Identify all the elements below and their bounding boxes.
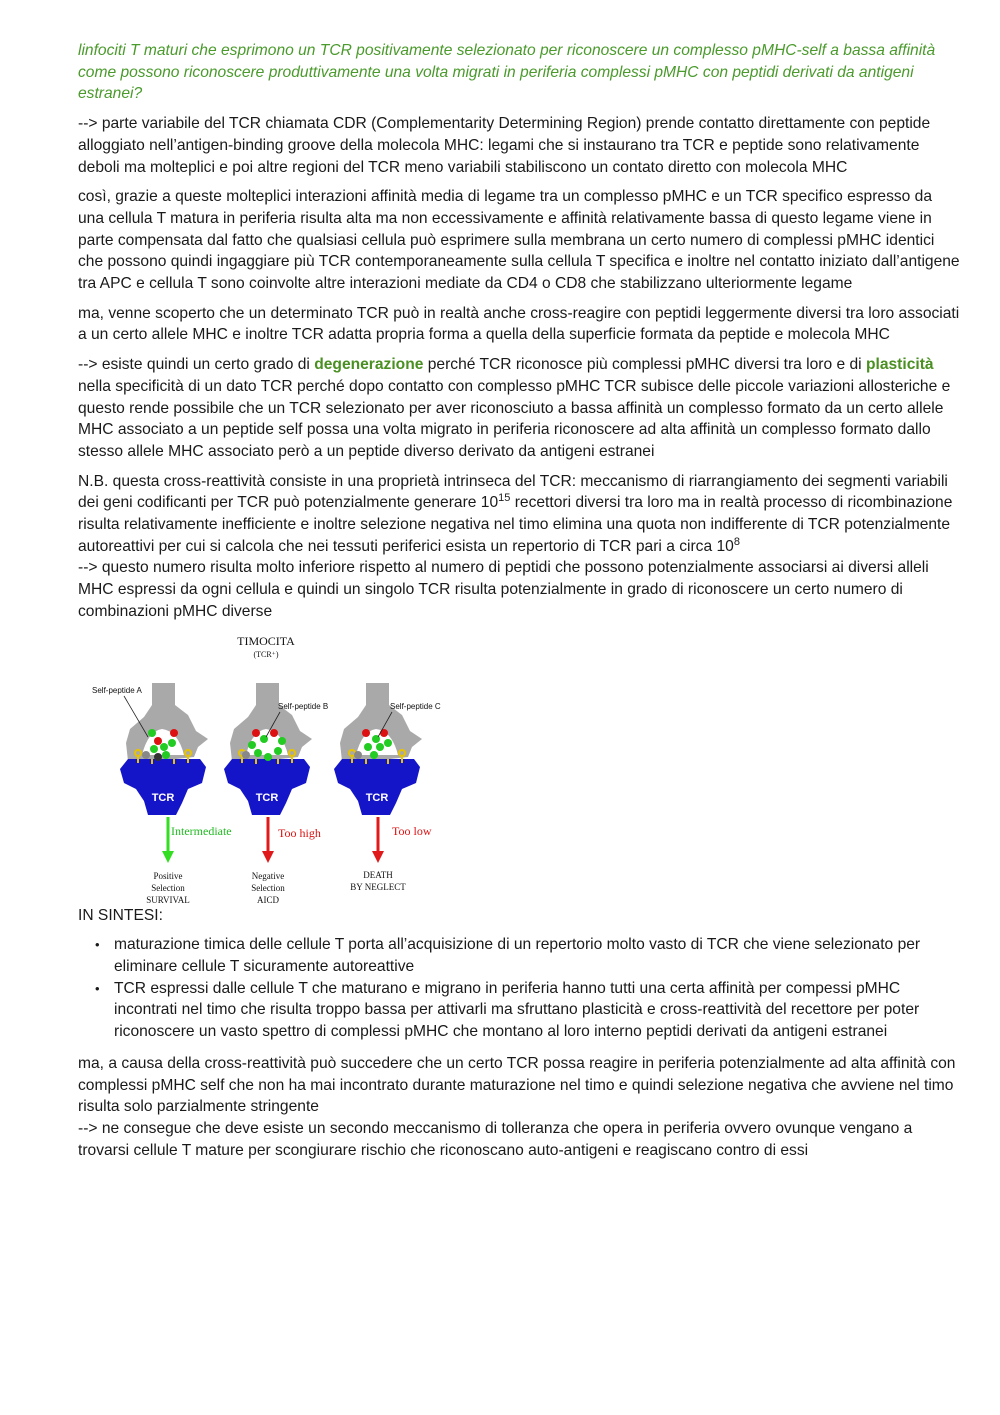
summary-heading: IN SINTESI: — [78, 906, 163, 924]
text-segment: N.B. questa cross-reattività consiste in una proprietà intrinseca del TCR: meccanismo di riarrangiamento dei segmenti variabili dei geni codificanti per TCR può potenzialmente generare 10 — [78, 472, 948, 512]
outcome-line: AICD — [257, 894, 279, 905]
list-item: • TCR espressi dalle cellule T che maturano e migrano in periferia hanno tutti una certa affinità per compessi pMHC incontrati nel timo che risulta troppo bassa per attivarli ma sfruttano plasticità e cross-reattività del recettore per poter riconoscere un vasto spettro di complessi pMHC che montano al loro interno peptidi derivati da antigeni estranei — [95, 979, 920, 1041]
paragraph-peripheral-risk: ma, a causa della cross-reattività può succedere che un certo TCR possa reagire in periferia potenzialmente ad alta affinità con complessi pMHC self che non ha mai incontrato durante maturazione nel timo e quindi selezione negativa che avviene nel timo risulta solo parzialmente stringente — [78, 1054, 956, 1116]
arrow-too-low — [372, 817, 384, 863]
outcome-positive-selection — [146, 871, 190, 905]
summary-list — [78, 934, 962, 1043]
figure-subtitle: (TCR⁺) — [253, 649, 279, 659]
highlight-degenerazione: degenerazione — [314, 356, 424, 374]
list-item: • maturazione timica delle cellule T porta all’acquisizione di un repertorio molto vasto di TCR che viene selezionato per eliminare cellule T sicuramente autoreattive — [95, 936, 921, 975]
figure-title: TIMOCITA — [237, 633, 295, 648]
self-peptide-a-label: Self-peptide A — [92, 685, 142, 695]
tcr-label-c: TCR — [365, 791, 389, 804]
tcr-label-a: TCR — [151, 791, 175, 804]
outcome-line: Selection — [151, 882, 185, 893]
superscript-8: 8 — [733, 535, 740, 548]
question-heading: linfociti T maturi che esprimono un TCR positivamente selezionato per riconoscere un complesso pMHC-self a bassa affinità come possono riconoscere produttivamente una volta migrati in periferia complessi pMHC con peptidi derivati da antigeni estranei? — [78, 42, 936, 103]
list-item-text: TCR espressi dalle cellule T che maturano e migrano in periferia hanno tutti una certa affinità per compessi pMHC incontrati nel timo che risulta troppo bassa per attivarli ma sfruttano plasticità e cross-reattività del recettore per poter riconoscere un vasto spettro di complessi pMHC che montano al loro interno peptidi derivati da antigeni estranei — [114, 979, 920, 1041]
superscript-15: 15 — [498, 492, 511, 505]
paragraph-nb — [78, 471, 962, 623]
text-segment: --> questo numero risulta molto inferiore rispetto al numero di peptidi che possono potenzialmente associarsi ai diversi alleli MHC espressi da ogni cellula e quindi un singolo TCR risulta potenzialmente in grado di riconoscere un certo numero di combinazioni pMHC diverse — [78, 559, 929, 620]
text-segment: perché TCR riconosce più complessi pMHC diversi tra loro e di — [423, 356, 866, 374]
figure-svg — [82, 633, 462, 905]
text-segment: nella specificità di un dato TCR perché dopo contatto con complesso pMHC TCR subisce delle piccole variazioni allosteriche e questo rende possibile che un TCR selezionato per aver riconosciuto a bassa affinità un complesso formato da un certo allele MHC associato a un peptide self possa una volta migrato in periferia riconoscere ad alta affinità un complesso formato dallo stesso allele MHC associato però a un peptide diverso derivato da antigeni estranei — [78, 377, 951, 460]
label-too-high: Too high — [278, 825, 321, 840]
paragraph-cdr: --> parte variabile del TCR chiamata CDR (Complementarity Determining Region) prende contatto direttamente con peptide alloggiato nell’antigen-binding groove della molecola MHC: legami che si instaurano tra TCR e peptide sono relativamente deboli ma molteplici e poi altre regioni del TCR meno variabili stabiliscono un contato diretto con molecola MHC — [78, 115, 931, 176]
paragraph-peripheral-tolerance: --> ne consegue che deve esiste un secondo meccanismo di tolleranza che opera in periferia ovvero ovunque vengano a trovarsi cellule T mature per scongiurare rischio che riconoscano auto-antigeni e reagiscano contro di essi — [78, 1119, 913, 1159]
label-intermediate: Intermediate — [171, 823, 232, 838]
label-too-low: Too low — [392, 823, 432, 838]
self-peptide-b-label: Self-peptide B — [278, 701, 329, 711]
highlight-plasticita: plasticità — [865, 356, 934, 374]
text-segment: --> esiste quindi un certo grado di — [78, 356, 315, 374]
outcome-line: DEATH — [363, 869, 393, 880]
paragraph-degeneration — [78, 354, 962, 463]
self-peptide-c-label: Self-peptide C — [390, 701, 441, 711]
outcome-death-by-neglect — [350, 870, 406, 892]
text-segment: recettori diversi tra loro ma in realtà processo di ricombinazione risulta relativamente inefficiente e inoltre selezione negativa nel timo elimina una quota non indifferente di TCR potenzialmente autoreattivi per cui si calcola che nei tessuti periferici esista un repertorio di TCR pari a circa 10 — [78, 494, 953, 555]
outcome-line: Selection — [251, 882, 285, 893]
document-page — [78, 40, 962, 1169]
outcome-line: Positive — [153, 870, 183, 881]
arrow-too-high — [262, 817, 274, 863]
outcome-line: Negative — [251, 870, 285, 881]
outcome-line: BY NEGLECT — [350, 881, 406, 892]
thymocyte-selection-figure — [82, 633, 462, 905]
paragraph-cross-reactivity: ma, venne scoperto che un determinato TCR può in realtà anche cross-reagire con peptidi leggermente diversi tra loro associati a un certo allele MHC e inoltre TCR adatta propria forma a quella della superficie formata da peptide e molecola MHC — [78, 304, 960, 344]
outcome-negative-selection — [251, 871, 285, 905]
tcr-label-b: TCR — [255, 791, 279, 804]
list-item-text: maturazione timica delle cellule T porta all’acquisizione di un repertorio molto vasto di TCR che viene selezionato per eliminare cellule T sicuramente autoreattive — [114, 936, 921, 975]
paragraph-affinity: così, grazie a queste molteplici interazioni affinità media di legame tra un complesso pMHC e un TCR specifico espresso da una cellula T matura in periferia risulta alta ma non eccessivamente e affinità relativamente bassa di questo legame viene in parte compensata dal fatto che qualsiasi cellula può esprimere sulla membrana un certo numero di complessi pMHC identici che possono quindi ingaggiare più TCR contemporaneamente sulla cellula T specifica e inoltre nel contatto iniziato dall’antigene tra APC e cellula T sono coinvolte altre interazioni mediate da CD4 o CD8 che stabilizzano ulteriormente legame — [78, 188, 960, 293]
outcome-line: SURVIVAL — [146, 894, 190, 905]
